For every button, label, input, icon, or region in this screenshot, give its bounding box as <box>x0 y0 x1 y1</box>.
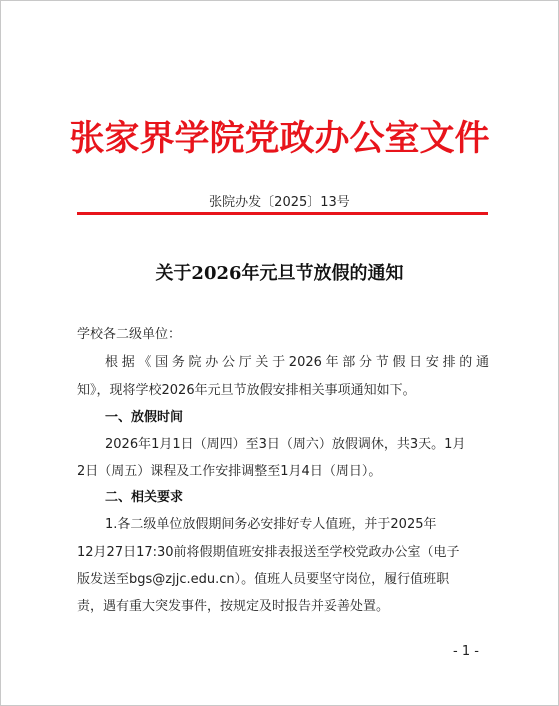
notice-title: 关于2026年元旦节放假的通知 <box>155 263 404 284</box>
section-2-line-3: 版发送至bgs@zjjc.edu.cn）。值班人员要坚守岗位，履行值班职 <box>77 572 450 587</box>
document-number: 张院办发〔2025〕13号 <box>209 195 350 210</box>
section-2-line-1: 1.各二级单位放假期间务必安排好专人值班，并于2025年 <box>105 517 437 532</box>
section-1-line-1: 2026年1月1日（周四）至3日（周六）放假调休，共3天。1月 <box>105 437 466 452</box>
section-1-heading: 一、放假时间 <box>105 410 184 425</box>
section-2-line-4: 责，遇有重大突发事件，按规定及时报告并妥善处置。 <box>77 599 390 614</box>
section-2-line-2: 12月27日17:30前将假期值班安排表报送至学校党政办公室（电子 <box>77 545 460 560</box>
document-header-title: 张家界学院党政办公室文件 <box>69 118 490 159</box>
intro-line-2: 知》，现将学校2026年元旦节放假安排相关事项通知如下。 <box>77 383 416 398</box>
header-red-rule <box>77 212 488 215</box>
salutation: 学校各二级单位： <box>77 327 182 342</box>
intro-line-1: 根据《国务院办公厅关于2026年部分节假日安排的通 <box>105 355 489 370</box>
page-number: - 1 - <box>453 644 479 659</box>
section-1-line-2: 2日（周五）课程及工作安排调整至1月4日（周日）。 <box>77 464 382 479</box>
section-2-heading: 二、相关要求 <box>105 490 184 505</box>
